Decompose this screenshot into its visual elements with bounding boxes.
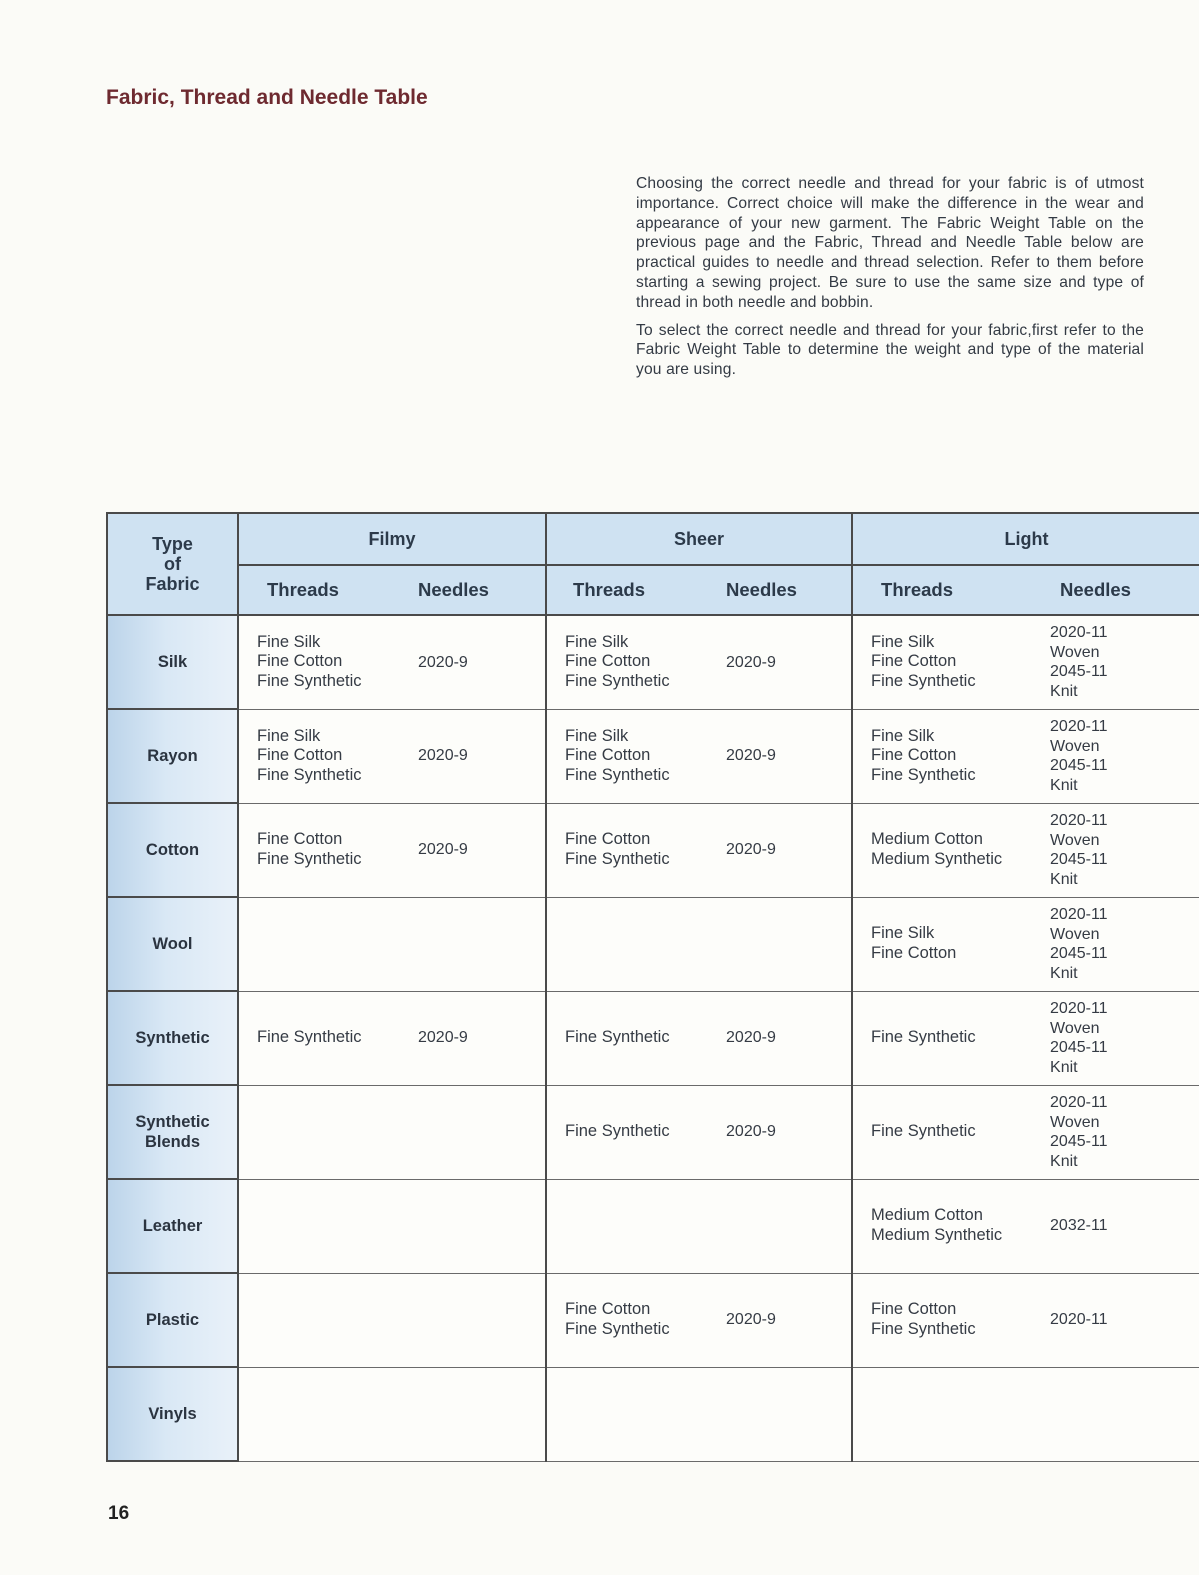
- fabric-type-label: [107, 1085, 238, 1179]
- sheer-threads-cell: [546, 1179, 726, 1273]
- sheer-threads-cell: [546, 709, 726, 803]
- filmy-needles-cell: [418, 709, 546, 803]
- needle-item: 2045-11: [1050, 851, 1108, 868]
- filmy-threads-cell: [238, 1085, 418, 1179]
- needle-item: 2045-11: [1050, 1039, 1108, 1056]
- thread-item: Medium Synthetic: [871, 850, 1003, 868]
- table-row: [107, 1179, 1199, 1273]
- needle-list: [1050, 905, 1199, 983]
- needles-header: Needles: [418, 565, 546, 615]
- thread-item: Fine Silk: [257, 632, 321, 651]
- sheer-needles-cell: [726, 1179, 852, 1273]
- filmy-needles-cell: [418, 897, 546, 991]
- type-of-fabric-header: [107, 513, 238, 615]
- needle-list: [1050, 1310, 1199, 1330]
- needle-item: 2020-11: [1050, 1000, 1108, 1017]
- sheer-threads-cell: [546, 1085, 726, 1179]
- table-row: [107, 897, 1199, 991]
- thread-item: Fine Cotton: [871, 746, 957, 765]
- light-threads-cell: [852, 991, 1032, 1085]
- needle-item: 2020-11: [1050, 624, 1108, 642]
- header-line: Fabric: [145, 574, 200, 594]
- thread-item: Fine Silk: [871, 726, 935, 745]
- needle-item: 2045-11: [1050, 663, 1108, 681]
- needle-item: Woven: [1050, 1019, 1100, 1037]
- table-row: [107, 803, 1199, 897]
- table-row: [107, 1085, 1199, 1179]
- threads-header: Threads: [852, 565, 1032, 615]
- thread-item: Fine Silk: [565, 632, 629, 651]
- needle-item: Woven: [1050, 831, 1100, 849]
- filmy-threads-cell: [238, 1273, 418, 1367]
- fabric-type-label: [107, 1367, 238, 1461]
- thread-item: Fine Silk: [257, 726, 321, 745]
- light-threads-cell: [852, 1179, 1032, 1273]
- needle-list: [1050, 623, 1199, 701]
- needle-item: 2020-9: [726, 747, 776, 765]
- needle-item: 2020-9: [418, 1029, 468, 1047]
- needle-item: 2020-9: [726, 1029, 776, 1047]
- needle-item: 2020-9: [726, 841, 776, 859]
- thread-item: Fine Synthetic: [565, 850, 670, 868]
- thread-item: Fine Synthetic: [871, 1320, 976, 1338]
- thread-item: Fine Cotton: [257, 746, 343, 765]
- fabric-type-label: [107, 1179, 238, 1273]
- filmy-threads-cell: [238, 1367, 418, 1461]
- header-line: Type: [152, 534, 193, 554]
- fabric-type-label: [107, 709, 238, 803]
- thread-item: Fine Synthetic: [565, 765, 670, 784]
- thread-item: Fine Synthetic: [871, 672, 976, 691]
- light-needles-cell: [1032, 1367, 1199, 1461]
- fabric-type-text: Synthetic: [135, 1029, 210, 1047]
- sheer-needles-cell: [726, 1273, 852, 1367]
- light-threads-cell: [852, 803, 1032, 897]
- needle-list: [1050, 1093, 1199, 1171]
- header-line: of: [164, 554, 181, 574]
- filmy-threads-cell: [238, 1179, 418, 1273]
- fabric-type-text: Cotton: [145, 841, 200, 859]
- sheer-threads-cell: [546, 1367, 726, 1461]
- sheer-needles-cell: [726, 615, 852, 709]
- sheer-needles-cell: [726, 709, 852, 803]
- needles-header: Needles: [1032, 565, 1199, 615]
- thread-item: Fine Synthetic: [257, 1028, 362, 1047]
- fabric-type-label: [107, 615, 238, 709]
- needle-item: 2020-9: [726, 1311, 776, 1329]
- thread-item: Fine Cotton: [871, 1300, 957, 1319]
- light-threads-cell: [852, 709, 1032, 803]
- sheer-needles-cell: [726, 1085, 852, 1179]
- needle-item: Knit: [1050, 682, 1078, 700]
- needle-item: Woven: [1050, 1113, 1100, 1131]
- needle-item: 2020-11: [1050, 718, 1108, 735]
- sheer-threads-cell: [546, 1273, 726, 1367]
- thread-item: Fine Synthetic: [257, 850, 362, 868]
- sheer-needles-cell: [726, 803, 852, 897]
- intro-paragraph: To select the correct needle and thread for your fabric,first refer to the Fabric Weight Table to determine the weight and type of the material you are using.: [636, 321, 1144, 379]
- thread-item: Medium Cotton: [871, 1206, 983, 1225]
- table-body: [107, 615, 1199, 1461]
- light-needles-cell: [1032, 1179, 1199, 1273]
- thread-item: Fine Cotton: [257, 830, 343, 849]
- thread-item: Medium Cotton: [871, 830, 983, 849]
- sheer-needles-cell: [726, 991, 852, 1085]
- light-threads-cell: [852, 1273, 1032, 1367]
- thread-item: Fine Synthetic: [565, 672, 670, 691]
- needle-list: [418, 653, 545, 673]
- needle-list: [726, 1122, 851, 1142]
- thread-item: Fine Cotton: [565, 1300, 651, 1319]
- light-needles-cell: [1032, 1273, 1199, 1367]
- table-row: [107, 709, 1199, 803]
- fabric-type-text: Silk: [157, 653, 188, 671]
- needle-list: [418, 746, 545, 766]
- needle-item: 2020-11: [1050, 812, 1108, 829]
- threads-header: Threads: [238, 565, 418, 615]
- sheer-threads-cell: [546, 991, 726, 1085]
- needles-header: Needles: [726, 565, 852, 615]
- thread-item: Fine Synthetic: [871, 1122, 976, 1141]
- needle-item: 2020-11: [1050, 906, 1108, 923]
- needle-item: Knit: [1050, 1058, 1078, 1076]
- needle-item: Woven: [1050, 925, 1100, 943]
- filmy-threads-cell: [238, 897, 418, 991]
- sheer-threads-cell: [546, 615, 726, 709]
- thread-item: Fine Cotton: [565, 746, 651, 765]
- needle-item: Knit: [1050, 964, 1078, 982]
- needle-item: Knit: [1050, 776, 1078, 794]
- thread-item: Fine Synthetic: [257, 672, 362, 691]
- thread-item: Fine Silk: [871, 632, 935, 651]
- thread-item: Medium Synthetic: [871, 1226, 1003, 1244]
- filmy-threads-cell: [238, 991, 418, 1085]
- group-header-filmy: Filmy: [238, 513, 546, 565]
- fabric-type-text: Wool: [152, 935, 193, 953]
- light-threads-cell: [852, 615, 1032, 709]
- light-threads-cell: [852, 1085, 1032, 1179]
- filmy-needles-cell: [418, 1085, 546, 1179]
- group-header-light: Light: [852, 513, 1199, 565]
- needle-list: [726, 1310, 851, 1330]
- page-title: Fabric, Thread and Needle Table: [106, 86, 428, 109]
- needle-item: Knit: [1050, 870, 1078, 888]
- light-needles-cell: [1032, 615, 1199, 709]
- filmy-needles-cell: [418, 1273, 546, 1367]
- intro-paragraph: Choosing the correct needle and thread for your fabric is of utmost importance. Correct choice will make the difference in the wear and appearance of your new garment. The Fabric Weight Table on the previous page and the Fabric, Thread and Needle Table below are practical guides to needle and thread selection. Refer to them before starting a sewing project. Be sure to use the same size and type of thread in both needle and bobbin.: [636, 175, 1144, 311]
- thread-item: Fine Cotton: [871, 652, 957, 671]
- needle-item: Woven: [1050, 643, 1100, 661]
- sheer-needles-cell: [726, 1367, 852, 1461]
- needle-item: Knit: [1050, 1152, 1078, 1170]
- needle-list: [726, 840, 851, 860]
- filmy-threads-cell: [238, 803, 418, 897]
- needle-item: 2045-11: [1050, 1133, 1108, 1150]
- page-number: 16: [108, 1503, 130, 1524]
- thread-item: Fine Cotton: [565, 830, 651, 849]
- needle-item: 2020-9: [418, 747, 468, 765]
- fabric-type-label: [107, 991, 238, 1085]
- light-needles-cell: [1032, 897, 1199, 991]
- thread-item: Fine Silk: [565, 726, 629, 745]
- light-needles-cell: [1032, 1085, 1199, 1179]
- filmy-needles-cell: [418, 1179, 546, 1273]
- thread-item: Fine Synthetic: [871, 765, 976, 784]
- needle-item: 2032-11: [1050, 1217, 1108, 1235]
- fabric-thread-needle-table: [106, 512, 1199, 1462]
- light-threads-cell: [852, 1367, 1032, 1461]
- table-row: [107, 615, 1199, 709]
- fabric-type-label: [107, 897, 238, 991]
- needle-item: 2020-9: [418, 841, 468, 859]
- light-needles-cell: [1032, 991, 1199, 1085]
- thread-item: Fine Synthetic: [565, 1122, 670, 1141]
- needle-list: [726, 1028, 851, 1048]
- filmy-needles-cell: [418, 803, 546, 897]
- needle-list: [726, 653, 851, 673]
- filmy-threads-cell: [238, 709, 418, 803]
- light-needles-cell: [1032, 709, 1199, 803]
- fabric-type-text: Blends: [144, 1133, 200, 1151]
- needle-item: 2020-9: [726, 1123, 776, 1141]
- thread-item: Fine Synthetic: [257, 765, 362, 784]
- needle-item: 2045-11: [1050, 945, 1108, 962]
- table-row: [107, 1273, 1199, 1367]
- fabric-type-text: Rayon: [147, 747, 198, 765]
- table-row: [107, 1367, 1199, 1461]
- needle-item: 2020-11: [1050, 1311, 1108, 1329]
- thread-item: Fine Cotton: [871, 944, 957, 962]
- sheer-needles-cell: [726, 897, 852, 991]
- needle-list: [1050, 811, 1199, 889]
- needle-list: [418, 1028, 545, 1048]
- thread-item: Fine Cotton: [565, 652, 651, 671]
- needle-list: [418, 840, 545, 860]
- fabric-type-text: Leather: [142, 1217, 203, 1235]
- intro-text: [636, 174, 1144, 388]
- light-needles-cell: [1032, 803, 1199, 897]
- group-header-sheer: Sheer: [546, 513, 852, 565]
- filmy-needles-cell: [418, 991, 546, 1085]
- needle-list: [1050, 1216, 1199, 1236]
- needle-list: [1050, 999, 1199, 1077]
- needle-item: 2020-9: [418, 653, 468, 671]
- fabric-type-label: [107, 803, 238, 897]
- needle-item: 2045-11: [1050, 757, 1108, 774]
- needle-item: 2020-11: [1050, 1094, 1108, 1111]
- filmy-threads-cell: [238, 615, 418, 709]
- needle-list: [1050, 717, 1199, 795]
- filmy-needles-cell: [418, 615, 546, 709]
- thread-item: Fine Silk: [871, 924, 935, 943]
- needle-list: [726, 746, 851, 766]
- sheer-threads-cell: [546, 897, 726, 991]
- needle-item: Woven: [1050, 737, 1100, 755]
- light-threads-cell: [852, 897, 1032, 991]
- thread-item: Fine Synthetic: [871, 1028, 976, 1047]
- fabric-type-text: Plastic: [145, 1311, 200, 1329]
- table-row: [107, 991, 1199, 1085]
- fabric-type-text: Synthetic: [135, 1113, 210, 1131]
- needle-item: 2020-9: [726, 653, 776, 671]
- thread-item: Fine Synthetic: [565, 1028, 670, 1047]
- fabric-type-text: Vinyls: [148, 1405, 197, 1423]
- threads-header: Threads: [546, 565, 726, 615]
- sheer-threads-cell: [546, 803, 726, 897]
- thread-item: Fine Synthetic: [565, 1320, 670, 1338]
- filmy-needles-cell: [418, 1367, 546, 1461]
- fabric-type-label: [107, 1273, 238, 1367]
- thread-item: Fine Cotton: [257, 652, 343, 671]
